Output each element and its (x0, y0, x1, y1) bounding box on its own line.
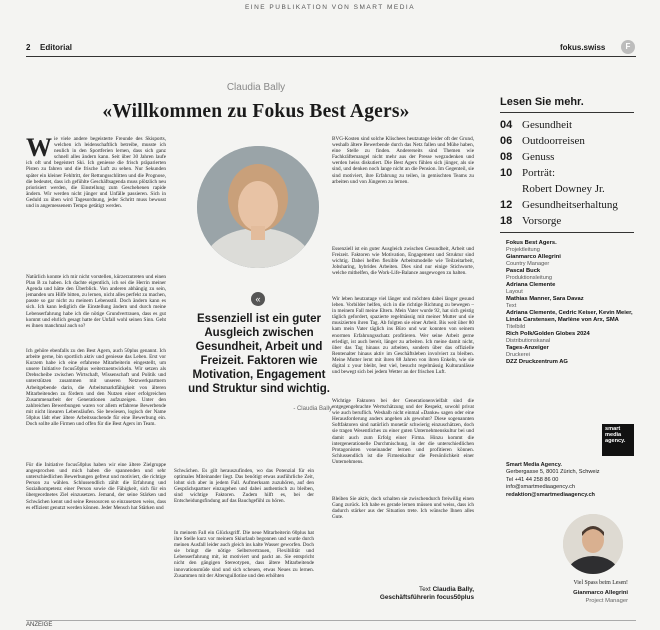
fokus-logo-icon (621, 40, 635, 54)
toc-item[interactable]: 12 Gesundheitserhaltung (500, 199, 618, 211)
article-column-3 (332, 136, 474, 528)
credit-label: Produktionsleitung (506, 275, 553, 281)
credit-label: Titelbild (506, 324, 526, 330)
credit-value: DZZ Druckzentrum AG (506, 359, 568, 365)
credit-value: Rich Polk/Golden Globes 2024 (506, 331, 590, 337)
pull-quote-author: - Claudia Bally (293, 406, 332, 412)
toc-item[interactable]: 08 Genuss (500, 151, 555, 163)
toc-item[interactable]: 04 Gesundheit (500, 119, 573, 131)
signoff (360, 586, 474, 601)
article-paragraph: Ich gehöre ebenfalls zu den Best Agern, auch 50plus genannt. Ich arbeite gerne, bin sportlich aktiv und geniesse das Leben. Erst vor Kurzem habe ich eine erfahrene Mitarbeiterin eingestellt, um unsere Initiative focus50plus weiterzuentwickeln. Wir setzen als Drehscheibe zwischen Wirtschaft, Wissenschaft und Politik und unterstützen zusammen mit unseren Netzwerkpartnern Arbeitgebende darin, die Arbeitsmarktfähigkeit von älteren Mitarbeitenden zu fördern und den Nutzen einer erfolgreichen Zusammenarbeit der Generationen aufzuzeigen. Unter den zahlreichen Bewerbungen waren vor allem erfahrene Bewerbende mit nicht linearen Lebensläufen. Sie bewiesen, logisch der Name 50plus lädt eher ältere Arbeitssuchende für eine Bewerbung ein. Doch sollte alle Firmen und offen für die Best Agers im Team. (26, 348, 166, 428)
article-column-1 (26, 136, 166, 540)
toc-item[interactable]: Robert Downey Jr. (522, 183, 605, 195)
toc-list (500, 117, 640, 229)
article-paragraph: Essenziell ist ein guter Ausgleich zwischen Gesundheit, Arbeit und Freizeit. Faktoren wie Motivation, Engagement und Struktur sind wichtig. Dabei helfen flexible Arbeitsmodelle wie Teilzeitarbeit, Jobsharing, hybrides Arbeiten. Dies sind nur einige Stichworte, welche mithelfen, die Work-Life-Balance ausgewogen zu halten. (332, 246, 474, 277)
credit-label: Projektleitung (506, 247, 540, 253)
pull-quote: Essenziell ist ein guter Ausgleich zwischen Gesundheit, Arbeit und Freizeit. Faktoren wie Motivation, Engagement und Struktur sind wichtig. (188, 313, 330, 395)
article-paragraph: W ie viele andere begeisterte Freunde des Skisports, welchen ich leidenschaftlich betreibe, musste ich neulich in den Sportferien lernen, dass sich ganz schnell alles ändern kann. Seit über 30 Jahren laufe ich oft und begeistert Ski. Ich geniesse die frisch präparierten Pisten zu fahren und die frische Luft zu sehen. Nur Sekunden später ein kleiner Fehltritt, der Rettungsschlitten und die Prognose, die bedeutet, dass ich gefühlte Geschäftsagenda muss plötzlich neu priorisiert werden, die Einstellung zum Geschehenen rapide ändern. Wir werden nicht jünger und Unfälle passieren. Sich in Geduld zu üben wird Tagesordnung, jeder Schritt muss bewusst und in angemessenem Tempo getätigt werden. (26, 136, 166, 210)
credit-value: Adriana Clemente, Cedric Keiser, Kevin Meier, Linda Carstensen, Marlène von Arx, SMA (506, 310, 633, 323)
logo-letter: F (625, 42, 631, 51)
article-paragraph: Wir leben heutzutage viel länger und möchten dabei länger gesund leben. Vorbilder helfen, sich in die richtige Richtung zu bewegen – in meinem Fall meine Eltern. Mein Vater wurde 92, hat sich geistig täglich gefordert, spazierte regelmässig mit meiner Mutter und sie musizierten ihren Tag. Ab folgten sie einer Arbeit. Bis weit über 80 kam mein Vater täglich ins Büro und war konnten von seinem enormen Erfahrungsschatz profitieren. Wer seine Arbeit gerne erledigt, ist auch bereit, länger zu arbeiten. Ich meine damit nicht, über das Tag hinaus zu arbeiten, sondern über das offizielle Rentenalter hinaus aktiv im Geschäftsleben involviert zu bleiben. Meine Mutter lernt mit ihren 88 Jahren von ihren Enkeln, wie sie digital z your bleibt, lest viel, besucht regelmässig Kulturanlässe und bewegt sich bei jedem Wetter an der frischen Luft. (332, 296, 474, 376)
agency-phone: Tel +41 44 258 86 00 (506, 476, 559, 483)
agency-address: Gerbergasse 5, 8001 Zürich, Schweiz (506, 469, 600, 476)
article-paragraph: BVG-Kosten sind solche Klischees heutzutage leider oft der Grund, weshalb ältere Bewerbende durch das Netz fallen und Mühe haben, eine Stelle zu finden. Andererseits sind Themen wie Fachkräftemangel nicht mehr aus der Presse wegzudenken und werden heiss diskutiert. Die Best Agers fühlen sich jünger, als sie sind, und denken noch lange nicht an die Pension. Im Gegenteil, sie sind motiviert, ihre Erfahrung zu teilen, in gemischten Teams zu arbeiten und von Jüngeren zu lernen. (332, 136, 474, 185)
header-divider (26, 56, 636, 57)
agency-logo: smart media agency. (602, 424, 634, 456)
credit-label: Druckerei (506, 352, 530, 358)
author-name: Claudia Bally (226, 82, 286, 93)
contact-role: Project Manager (585, 597, 628, 604)
credit-label: Distributionskanal (506, 338, 551, 344)
page-number: 2 (26, 43, 31, 52)
contact-name: Gianmarco Allegrini (573, 590, 628, 597)
article-paragraph: Für die Initiative focus50plus haben wir eine ältere Zielgruppe angesprochen und mich haben die spannenden und sehr unterschiedlichen Bewerbungen gefreut und motiviert, die richtige Person zu wählen. Schlussendlich zählt die Erfahrung und Sozialkompetenz einer Person sowie die Fähigkeit, sich für ein übergeordnetes Ziel einzusetzen. Jemand, der seine Stärken und Schwächen kennt und seine Ressourcen so einzusetzen weiss, dass es effizient genutzt werden können. Jeder Mensch hat Stärken und (26, 462, 166, 511)
publication-tagline: EINE PUBLIKATION VON SMART MEDIA (244, 4, 416, 11)
article-paragraph: Wichtige Faktoren bei der Generationenvielfalt sind die entgegengebrachte Wertschätzung und der Respekt, sowohl privat wie auch beruflich. Weshalb nicht einmal «Danke» sagen oder eine Herausforderung anders angehen als gewohnt? Diese sogenannten Softfaktoren sind natürlich monetär schwierig einzuschätzen, doch sie tragen Wesentliches zu einer guten Unternehmenskultur bei und damit auch zum Erfolg einer Firma. Hinzu kommt die intergenerationelle Durchmischung, in der die unterschiedlichen Protagonisten voneinander lernen und profitieren können. Schlussendlich ist die Firmenkultur die Persönlichkeit einer Unternehmens. (332, 398, 474, 465)
site-name[interactable]: fokus.swiss (560, 43, 606, 52)
credit-value: Gianmarco Allegrini (506, 254, 561, 260)
signoff-name: Claudia Bally, (432, 586, 474, 593)
toc-item[interactable]: 18 Vorsorge (500, 215, 562, 227)
agency-info (506, 462, 636, 499)
toc-item[interactable]: 10 Porträt: (500, 167, 555, 179)
toc-bottom-divider (500, 232, 634, 233)
credit-label: Text (506, 303, 517, 309)
credit-value: Pascal Buck (506, 268, 541, 274)
article-column-2 (174, 468, 314, 610)
article-paragraph: Natürlich konnte ich mir nicht vorstellen, kürzerzutreten und einen Plan B zu haben. Ich dachte eigentlich, ich sei die Herrin meiner Agenda und hätte den Überblick. Von anderen abhängig zu sein, jemanden um Hilfe bitten, zu lernen, nicht alles perfekt zu machen, passte so gar nicht zu meinem Lebensstil. Doch ändern kann es sich. Ich kann lediglich die Einstellung ändern und durch meine Lebenserfahrung habe ich die nötige Grundvertrauen, dass es gut kommt und ehrlich gesagt hatte der Unfall wohl seinen Sinn. Geht es ihnen manchmal auch so? (26, 274, 166, 329)
agency-name: Smart Media Agency. (506, 462, 562, 468)
signoff-role: Geschäftsführerin focus50plus (379, 593, 474, 601)
credit-value: Adriana Clemente (506, 282, 556, 288)
signoff-label: Text (419, 586, 431, 593)
footer-label: ANZEIGE (26, 622, 53, 628)
contact-greeting: Viel Spass beim Lesen! (573, 580, 628, 586)
drop-cap: W (26, 136, 52, 162)
article-paragraph: In meinem Fall ein Glücksgriff. Die neue Mitarbeiterin 60plus hat ihre Stelle kurz vor meinem Skiurlaub begonnen und wurde durch meinen Ausfall leider auch gleich ins kalte Wasser geworfen. Doch sie bringt die nötige Selbstvertrauen, Flexibilität und Lebenserfahrung mit, ist motiviert und packt an. Sie entspricht nicht den gängigen Stereotypen, dass ältere Mitarbeitende innovationsmüde sind und sich scheuen, etwas Neues zu lernen. Zusammen mit der Altersguillotine und den erhöhten (174, 530, 314, 579)
quote-icon: « (251, 292, 265, 306)
credits-block (506, 240, 636, 366)
credit-value: Mathias Manner, Sara Davaz (506, 296, 584, 302)
agency-email[interactable]: info@smartmediaagency.ch (506, 484, 576, 491)
section-label: Editorial (40, 43, 73, 52)
agency-email[interactable]: redaktion@smartmediaagency.ch (506, 491, 595, 498)
toc-divider (500, 112, 634, 113)
credit-label: Layout (506, 289, 523, 295)
credits-title: Fokus Best Agers. (506, 240, 557, 246)
contact-photo (563, 514, 623, 574)
headline: «Willkommen zu Fokus Best Agers» (102, 101, 410, 122)
contact-info (500, 580, 628, 605)
footer-divider (26, 620, 636, 621)
credit-value: Tages-Anzeiger (506, 345, 549, 351)
toc-title: Lesen Sie mehr. (500, 96, 584, 108)
toc-item[interactable]: 06 Outdoorreisen (500, 135, 585, 147)
credit-label: Country Manager (506, 261, 550, 267)
article-paragraph: Bleiben Sie aktiv, doch schalten sie zwischendurch freiwillig einen Gang zurück. Ich habe es gerade lernen müssen und weiss, dass ich dadurch stärker aus der Situation trete. Ich wünsche Ihnen alles Gute. (332, 496, 474, 521)
article-paragraph: Schwächen. Es gilt herauszufinden, wo das Potenzial für ein optimales Miteinander liegt. Das benötigt etwas ausführliche Zeit, lohnt sich aber in jedem Fall. Aufmerksam zuzuhören, auf den Gesprächspartner einzugehen und dabei authentisch zu bleiben, sind wichtige Faktoren. Zudem hilft es, bei der Entscheidungsfindung auf das Bauchgefühl zu hören. (174, 468, 314, 505)
author-portrait (197, 146, 319, 268)
